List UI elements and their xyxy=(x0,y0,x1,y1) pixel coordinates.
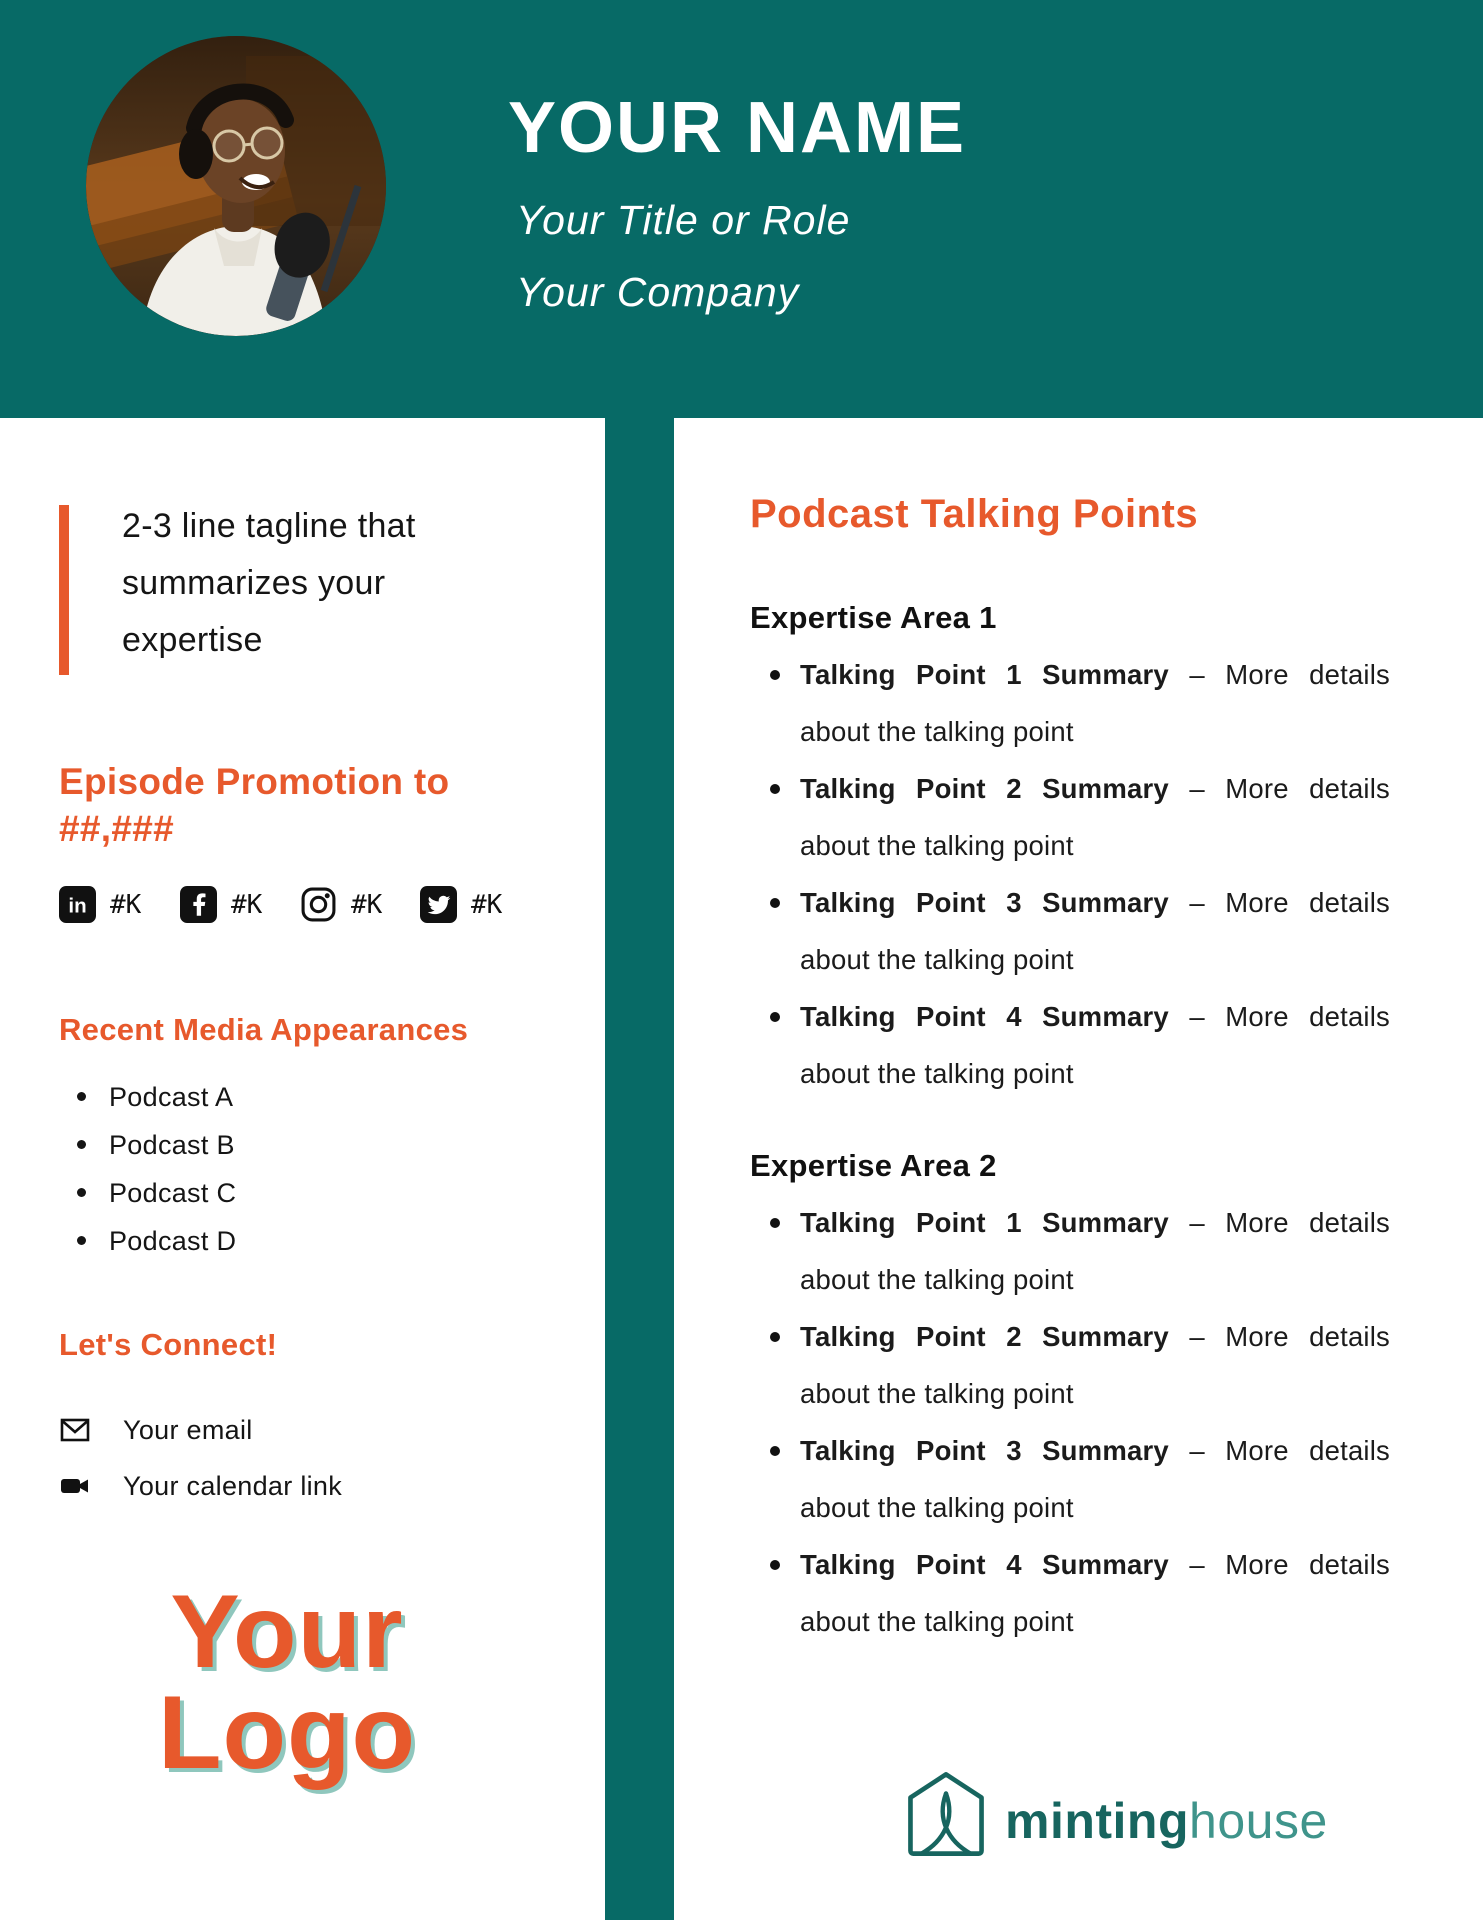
linkedin-follower-count: #K xyxy=(110,889,142,920)
talking-point-summary: Talking Point 3 Summary xyxy=(800,887,1169,918)
email-icon xyxy=(59,1414,91,1446)
media-list-item: Podcast D xyxy=(75,1224,236,1272)
talking-point-details: – More details about the talking point xyxy=(800,1207,1391,1295)
tagline-line: summarizes your xyxy=(122,564,386,602)
talking-point xyxy=(770,1308,1390,1422)
talking-point xyxy=(770,988,1390,1102)
talking-point-summary: Talking Point 3 Summary xyxy=(800,1435,1169,1466)
company-logo-placeholder xyxy=(97,1574,477,1791)
talking-point-summary: Talking Point 2 Summary xyxy=(800,1321,1169,1352)
media-list-item: Podcast C xyxy=(75,1176,236,1224)
instagram-icon xyxy=(300,886,337,923)
tagline-line: 2-3 line tagline that xyxy=(122,507,416,545)
email-link[interactable] xyxy=(59,1402,342,1458)
social-stats-row xyxy=(59,886,559,926)
expertise-area-2-list xyxy=(770,1194,1390,1650)
video-camera-icon xyxy=(59,1470,91,1502)
connect-list xyxy=(59,1402,342,1514)
talking-point xyxy=(770,646,1390,760)
tagline-line: expertise xyxy=(122,621,263,659)
social-link-instagram[interactable] xyxy=(300,886,382,923)
talking-points-heading: Podcast Talking Points xyxy=(750,492,1199,536)
tagline-accent-bar xyxy=(59,505,69,675)
expertise-area-2-title: Expertise Area 2 xyxy=(750,1148,997,1183)
episode-promotion-heading: Episode Promotion to ##,### xyxy=(59,761,450,849)
guest-company: Your Company xyxy=(516,269,800,315)
brand-word-minting: minting xyxy=(1005,1793,1190,1849)
facebook-icon xyxy=(180,886,217,923)
social-link-facebook[interactable] xyxy=(180,886,262,923)
talking-point-summary: Talking Point 4 Summary xyxy=(800,1001,1169,1032)
expertise-area-1-title: Expertise Area 1 xyxy=(750,600,997,635)
profile-photo xyxy=(86,36,386,336)
guest-name: YOUR NAME xyxy=(508,88,967,168)
talking-point xyxy=(770,1194,1390,1308)
media-list-item: Podcast B xyxy=(75,1128,236,1176)
email-label: Your email xyxy=(123,1414,253,1445)
talking-point-details: – More details about the talking point xyxy=(800,1321,1391,1409)
instagram-follower-count: #K xyxy=(351,889,383,920)
calendar-link[interactable] xyxy=(59,1458,342,1514)
mintinghouse-house-icon xyxy=(905,1770,987,1858)
expertise-area-1-list xyxy=(770,646,1390,1102)
talking-point-summary: Talking Point 1 Summary xyxy=(800,659,1169,690)
talking-point xyxy=(770,1422,1390,1536)
guest-title: Your Title or Role xyxy=(516,197,851,243)
social-link-linkedin[interactable] xyxy=(59,886,141,923)
logo-line: Logo xyxy=(157,1675,417,1791)
talking-point-details: – More details about the talking point xyxy=(800,1435,1391,1523)
linkedin-icon xyxy=(59,886,96,923)
recent-media-heading: Recent Media Appearances xyxy=(59,1012,469,1047)
mintinghouse-brand xyxy=(905,1770,1328,1858)
talking-point xyxy=(770,760,1390,874)
tagline xyxy=(122,498,542,669)
talking-point-details: – More details about the talking point xyxy=(800,773,1391,861)
brand-word-house: house xyxy=(1189,1793,1328,1849)
column-divider xyxy=(605,417,674,1920)
talking-point-details: – More details about the talking point xyxy=(800,1549,1391,1637)
lets-connect-heading: Let's Connect! xyxy=(59,1327,278,1362)
talking-point xyxy=(770,1536,1390,1650)
svg-text:in: in xyxy=(68,894,87,918)
twitter-follower-count: #K xyxy=(471,889,503,920)
facebook-follower-count: #K xyxy=(231,889,263,920)
social-link-twitter[interactable] xyxy=(420,886,502,923)
recent-media-list xyxy=(75,1080,236,1272)
header-band xyxy=(0,0,1483,418)
talking-point xyxy=(770,874,1390,988)
media-list-item: Podcast A xyxy=(75,1080,236,1128)
logo-line: Your xyxy=(170,1574,404,1690)
profile-photo-illustration xyxy=(86,36,386,336)
twitter-icon xyxy=(420,886,457,923)
talking-point-summary: Talking Point 1 Summary xyxy=(800,1207,1169,1238)
talking-point-details: – More details about the talking point xyxy=(800,887,1391,975)
talking-point-summary: Talking Point 4 Summary xyxy=(800,1549,1169,1580)
talking-point-summary: Talking Point 2 Summary xyxy=(800,773,1169,804)
talking-point-details: – More details about the talking point xyxy=(800,659,1391,747)
mintinghouse-wordmark xyxy=(1005,1782,1328,1849)
talking-point-details: – More details about the talking point xyxy=(800,1001,1391,1089)
calendar-label: Your calendar link xyxy=(123,1470,343,1501)
